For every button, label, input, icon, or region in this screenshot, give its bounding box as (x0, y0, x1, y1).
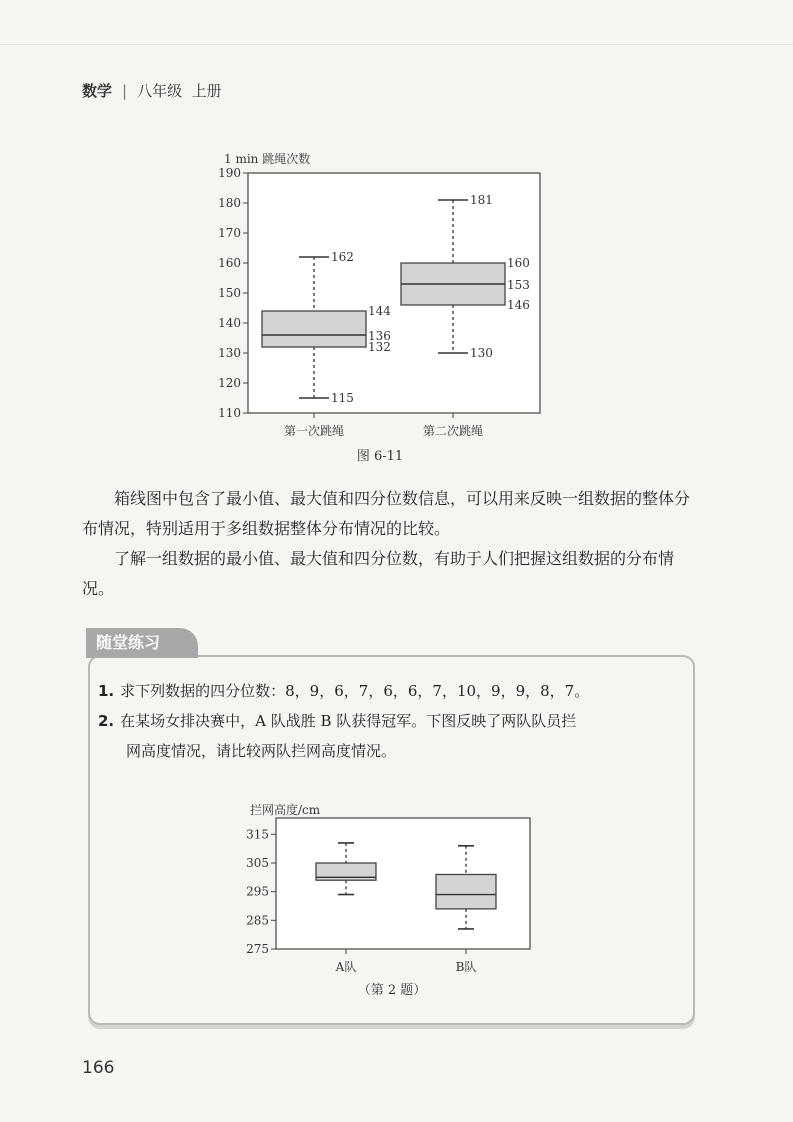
fig1-x-axis (284, 413, 483, 438)
fig2-x-axis (335, 949, 477, 974)
fig1-label-max-1: 181 (470, 193, 493, 207)
q2-number: 2. (98, 712, 115, 730)
exercise-title: 随堂练习 (86, 628, 198, 658)
header-volume: 上册 (191, 82, 222, 100)
fig2-caption: （第 2 题） (357, 983, 427, 998)
fig2-ytick-label-4: 315 (246, 827, 269, 842)
boxplot-figure-6-11 (210, 145, 550, 470)
fig1-ytick-label-3: 140 (218, 316, 241, 330)
fig1-ytick-label-7: 180 (218, 196, 241, 210)
fig2-xtick-label-0: A队 (335, 960, 357, 974)
header-separator: | (122, 82, 128, 100)
header-grade: 八年级 (137, 82, 183, 100)
fig1-ytick-label-1: 120 (218, 376, 241, 390)
fig2-box-1 (436, 874, 496, 908)
fig2-ytick-label-3: 305 (246, 856, 269, 870)
fig1-label-max-0: 162 (331, 250, 354, 264)
fig1-label-median-1: 153 (507, 278, 530, 292)
fig1-ytick-label-6: 170 (218, 226, 241, 240)
fig1-label-min-1: 130 (470, 346, 493, 360)
top-edge-line (0, 44, 793, 45)
question-2-continued (126, 736, 396, 766)
question-1 (98, 676, 589, 706)
q2-text-line-1: 在某场女排决赛中，A 队战胜 B 队获得冠军。下图反映了两队队员拦 (120, 712, 577, 730)
q2-text-line-2: 网高度情况，请比较两队拦网高度情况。 (126, 742, 397, 760)
fig1-label-q1-1: 146 (507, 298, 530, 312)
boxplot-figure-q2 (226, 798, 546, 1008)
fig2-y-axis (246, 827, 276, 956)
fig1-label-q3-1: 160 (507, 256, 530, 270)
fig1-ytick-label-4: 150 (218, 286, 241, 300)
fig1-xtick-label-1: 第二次跳绳 (422, 424, 484, 438)
question-2 (98, 706, 576, 736)
fig1-ylabel: 1 min 跳绳次数 (224, 152, 311, 166)
fig1-xtick-label-0: 第一次跳绳 (283, 424, 345, 438)
fig1-label-q1-0: 132 (368, 340, 391, 354)
fig2-xtick-label-1: B队 (455, 960, 477, 974)
fig2-ytick-label-0: 275 (246, 942, 269, 956)
fig1-box-0 (262, 311, 366, 347)
paragraph-2: 了解一组数据的最小值、最大值和四分位数，有助于人们把握这组数据的分布情况。 (82, 549, 675, 598)
fig1-ytick-label-5: 160 (218, 256, 241, 270)
fig1-y-axis (218, 166, 248, 420)
header-subject: 数学 (82, 82, 113, 100)
page-number: 166 (82, 1058, 115, 1078)
q1-number: 1. (98, 682, 115, 700)
fig1-label-q3-0: 144 (368, 304, 391, 318)
q1-text: 求下列数据的四分位数：8，9，6，7，6，6，7，10，9，9，8，7。 (120, 682, 590, 700)
fig2-ytick-label-1: 285 (246, 913, 269, 928)
fig1-label-min-0: 115 (331, 391, 354, 405)
fig1-ytick-label-2: 130 (218, 346, 241, 360)
fig2-ytick-label-2: 295 (246, 884, 269, 899)
paragraph-1: 箱线图中包含了最小值、最大值和四分位数信息，可以用来反映一组数据的整体分布情况，特别适用于多组数据整体分布情况的比较。 (82, 489, 691, 538)
fig1-ytick-label-8: 190 (218, 166, 241, 180)
fig1-ytick-label-0: 110 (218, 406, 241, 420)
page-header (82, 80, 222, 101)
fig1-label-median-0: 136 (368, 329, 391, 343)
fig2-ylabel: 拦网高度/cm (250, 803, 321, 817)
fig1-caption: 图 6-11 (356, 449, 404, 464)
